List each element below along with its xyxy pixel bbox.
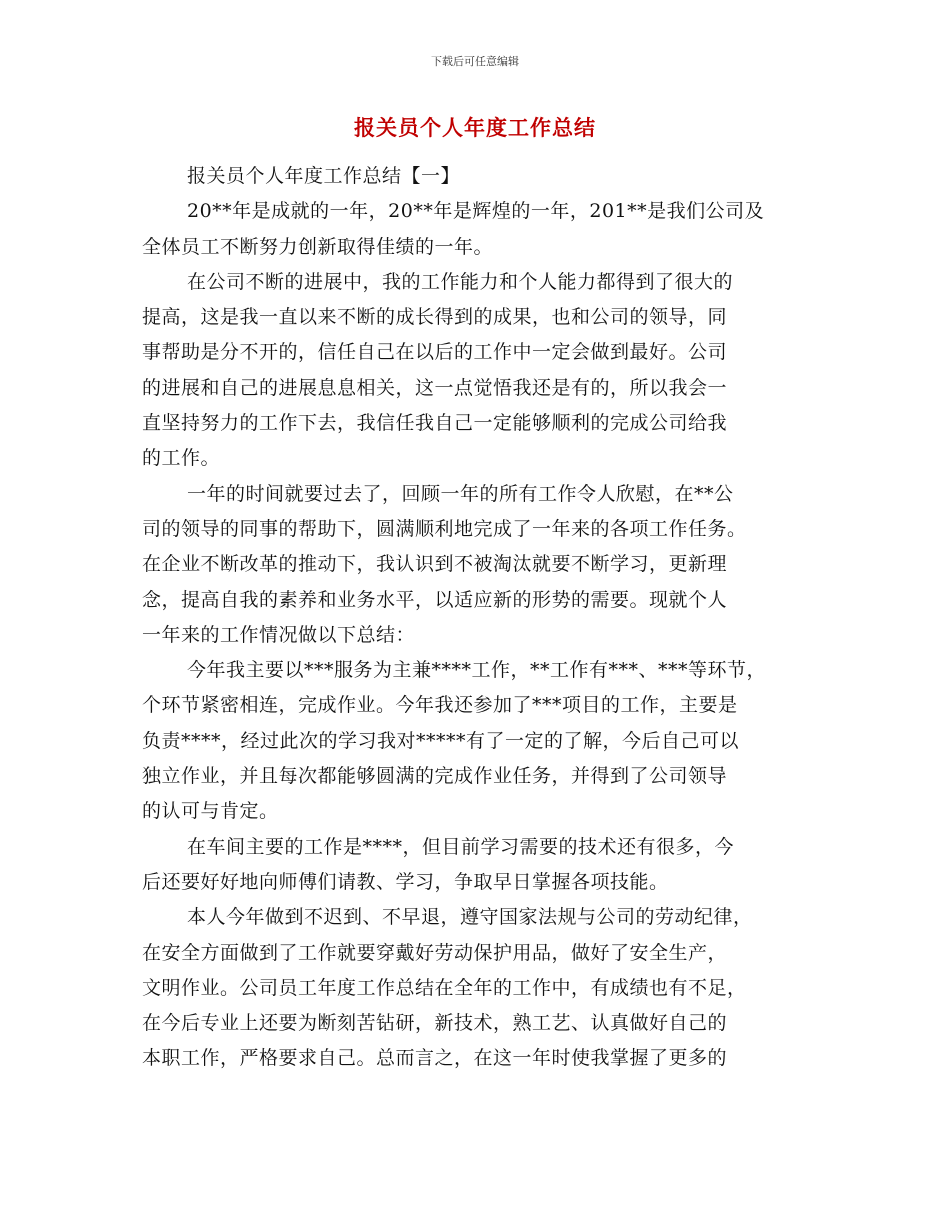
text-line: 一年来的工作情况做以下总结：	[142, 623, 416, 646]
text-line: 本人今年做到不迟到、不早退，遵守国家法规与公司的劳动纪律，	[187, 906, 753, 929]
text-line: 文明作业。公司员工年度工作总结在全年的工作中，有成绩也有不足，	[142, 976, 747, 999]
header-note: 下载后可任意编辑	[431, 55, 519, 68]
text-line: 报关员个人年度工作总结【一】	[187, 165, 461, 187]
text-line: 在公司不断的进展中，我的工作能力和个人能力都得到了很大的	[187, 270, 734, 293]
text-line: 在今后专业上还要为断刻苦钻研，新技术，熟工艺、认真做好自己的	[142, 1012, 728, 1035]
text-line: 负责****，经过此次的学习我对*****有了一定的了解，今后自己可以	[142, 729, 740, 752]
body-text	[142, 159, 822, 1077]
text-line: 后还要好好地向师傅们请教、学习，争取早日掌握各项技能。	[142, 870, 669, 893]
text-line: 在车间主要的工作是****，但目前学习需要的技术还有很多，今	[187, 835, 735, 858]
text-line: 独立作业，并且每次都能够圆满的完成作业任务，并得到了公司领导	[142, 765, 728, 788]
text-line: 的工作。	[142, 447, 221, 470]
text-line: 的认可与肯定。	[142, 800, 279, 823]
text-line: 事帮助是分不开的，信任自己在以后的工作中一定会做到最好。公司	[142, 341, 728, 364]
text-line: 全体员工不断努力创新取得佳绩的一年。	[142, 235, 494, 258]
text-line: 司的领导的同事的帮助下，圆满顺利地完成了一年来的各项工作任务。	[142, 517, 747, 540]
text-line: 今年我主要以***服务为主兼****工作，**工作有***、***等环节，	[187, 659, 767, 682]
text-line: 在企业不断改革的推动下，我认识到不被淘汰就要不断学习，更新理	[142, 553, 728, 576]
text-line: 20**年是成就的一年，20**年是辉煌的一年，201**是我们公司及	[187, 200, 765, 223]
text-line: 提高，这是我一直以来不断的成长得到的成果，也和公司的领导，同	[142, 306, 728, 329]
text-line: 念，提高自我的素养和业务水平，以适应新的形势的需要。现就个人	[142, 588, 728, 611]
text-line: 一年的时间就要过去了，回顾一年的所有工作令人欣慰，在**公	[187, 482, 734, 505]
document-title: 报关员个人年度工作总结	[354, 116, 596, 140]
text-line: 直坚持努力的工作下去，我信任我自己一定能够顺利的完成公司给我	[142, 412, 728, 435]
text-line: 个环节紧密相连，完成作业。今年我还参加了***项目的工作，主要是	[142, 694, 738, 717]
text-line: 的进展和自己的进展息息相关，这一点觉悟我还是有的，所以我会一	[142, 376, 728, 399]
text-line: 在安全方面做到了工作就要穿戴好劳动保护用品，做好了安全生产，	[142, 941, 728, 964]
text-line: 本职工作，严格要求自己。总而言之，在这一年时使我掌握了更多的	[142, 1047, 728, 1070]
